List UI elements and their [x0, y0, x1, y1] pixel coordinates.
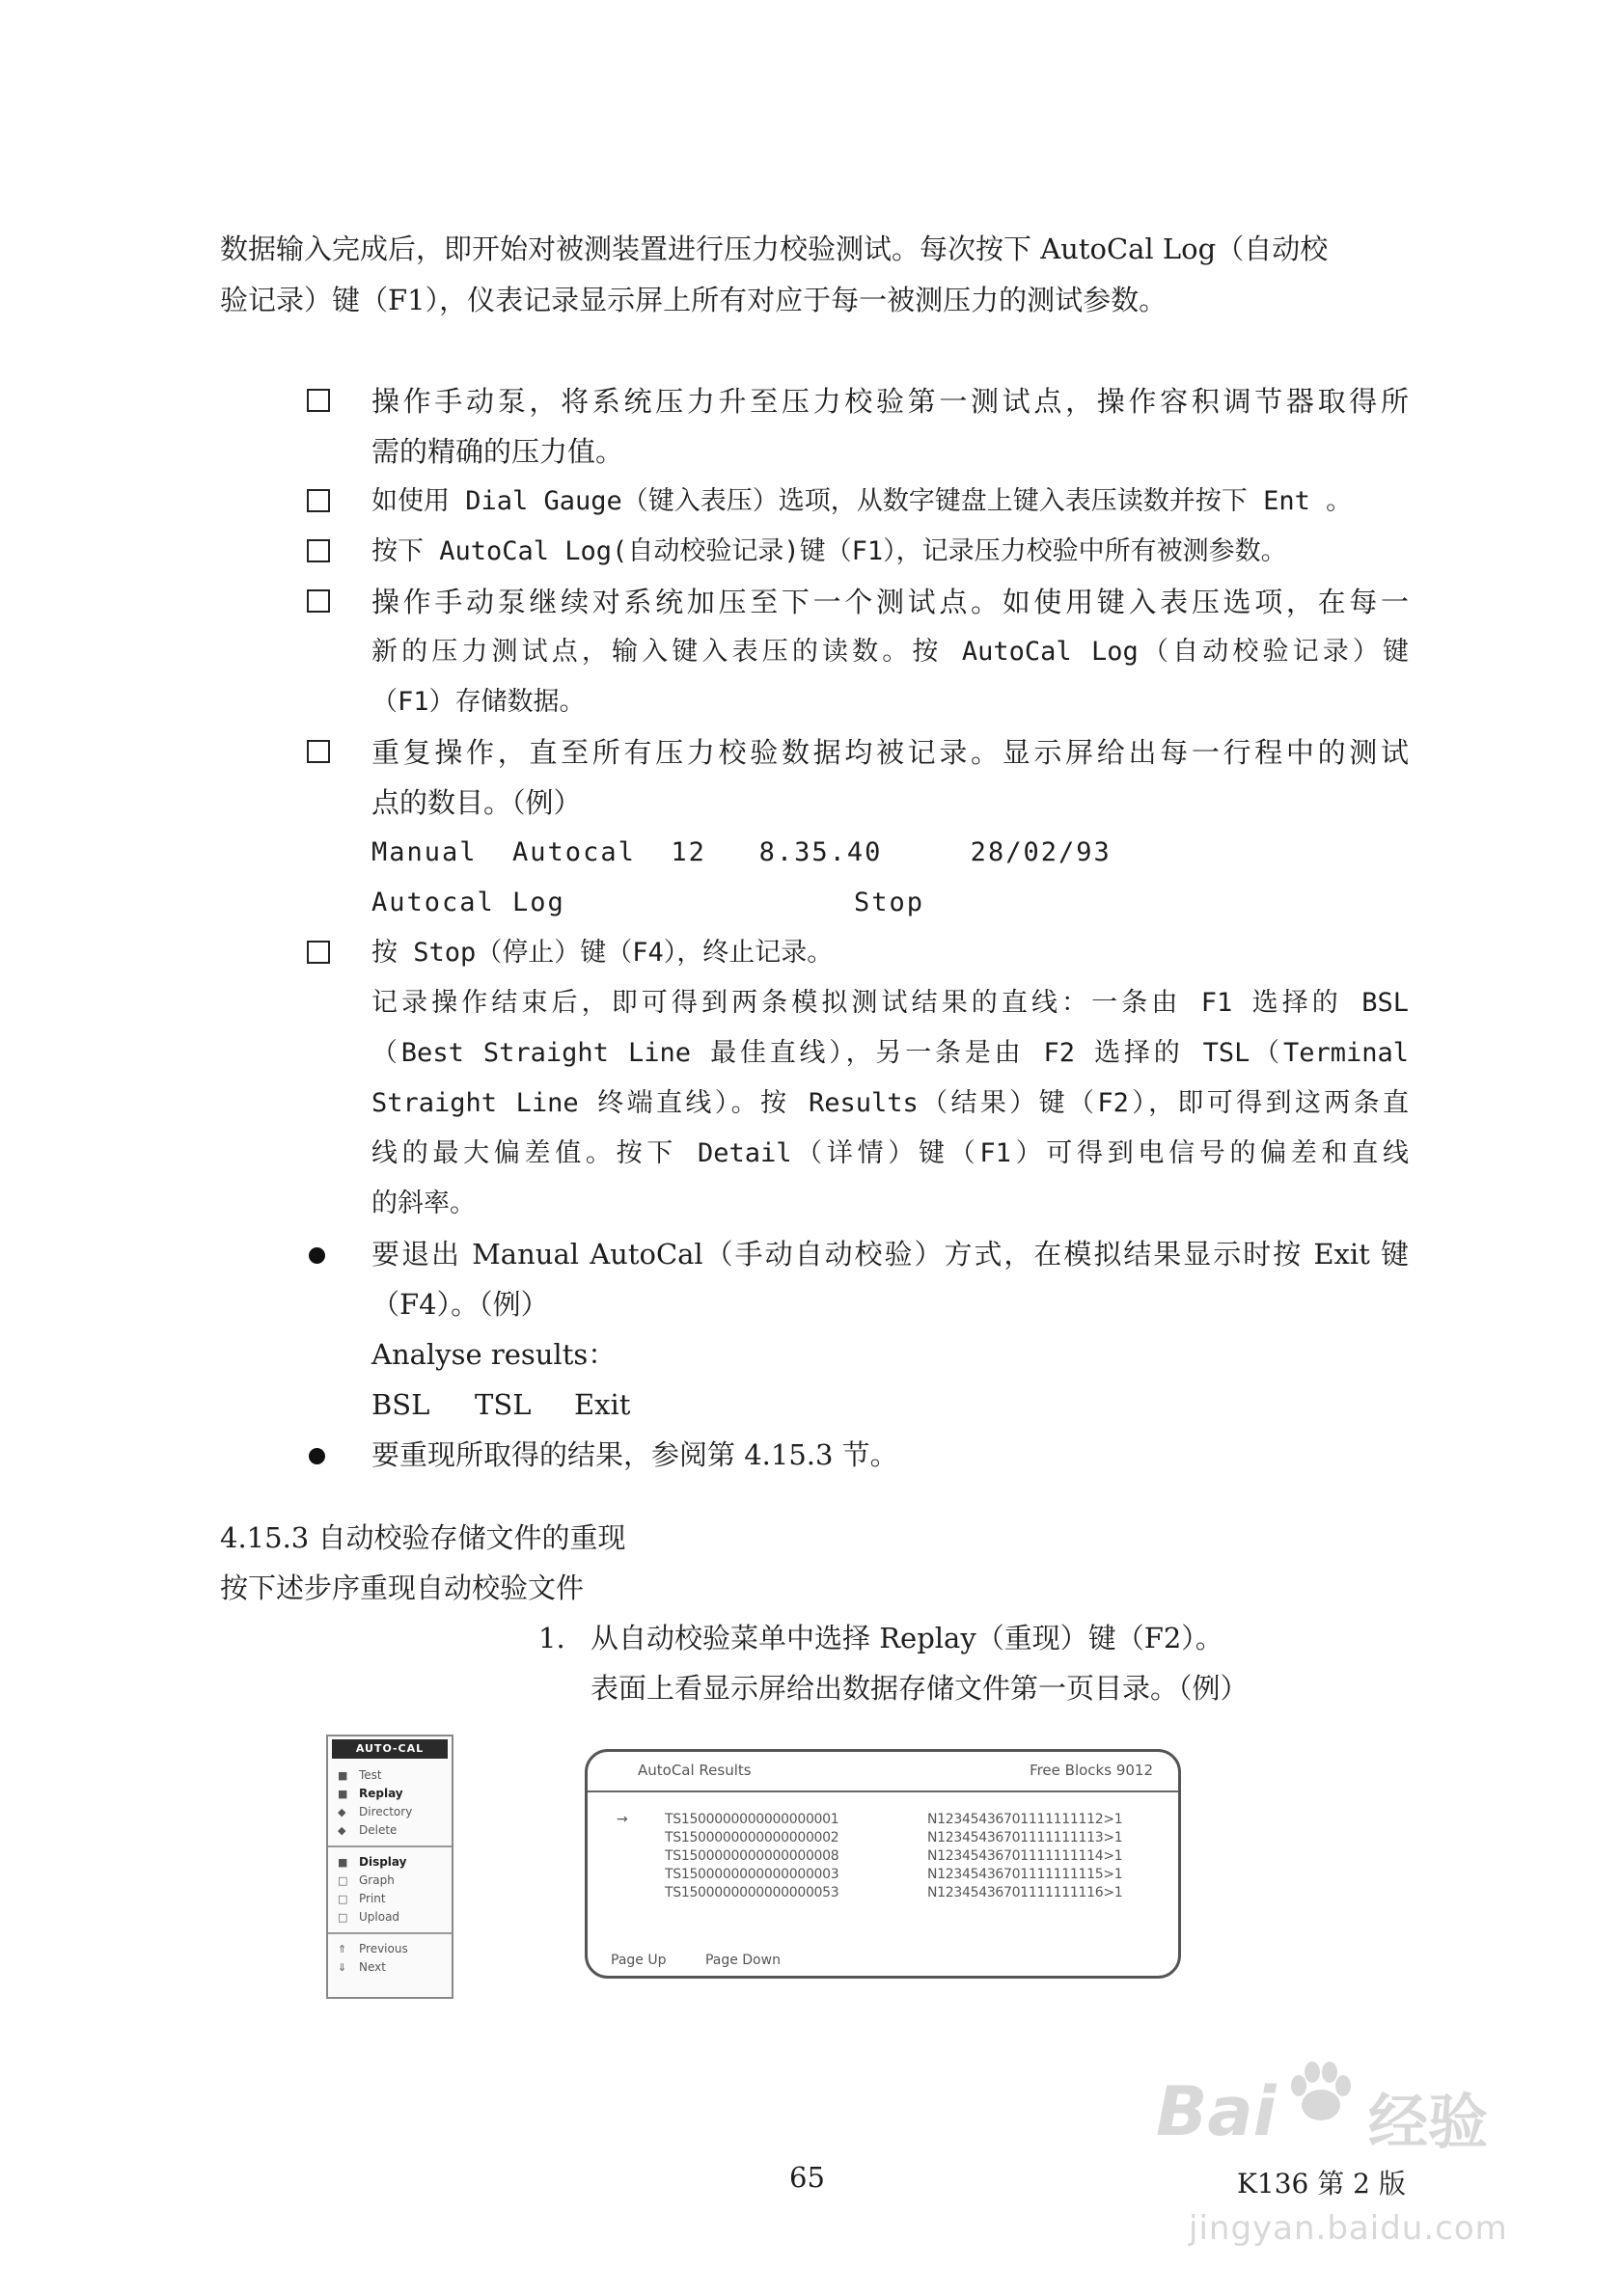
numbered-step-sub: 表面上看显示屏给出数据存储文件第一页目录。（例）	[591, 1672, 1249, 1705]
step-6-detail	[371, 978, 1409, 1229]
menu-divider	[328, 1932, 452, 1934]
edition-label: K136 第 2 版	[1237, 2168, 1406, 2200]
square-bullet-icon: ■	[338, 1769, 348, 1782]
step-6-detail-line-3: Straight Line 终端直线）。按 Results（结果）键（F2），即可得到这两条直	[371, 1088, 1409, 1118]
autocal-results-screen	[585, 1749, 1181, 1979]
menu-item-previous[interactable]: ⇑ Previous	[328, 1940, 452, 1958]
step-5	[371, 727, 1409, 828]
step-6-detail-line-5: 的斜率。	[371, 1189, 476, 1218]
step-4-line-2: 新的压力测试点，输入键入表压的读数。按 AutoCal Log（自动校验记录）键	[371, 637, 1409, 667]
example-1-line-2-right: Stop	[854, 888, 925, 917]
diamond-bullet-icon: ◆	[338, 1824, 346, 1837]
step-2: 如使用 Dial Gauge（键入表压）选项，从数字键盘上键入表压读数并按下 Ent 。	[371, 486, 1353, 516]
diamond-bullet-icon: ◆	[338, 1806, 346, 1818]
example-2-line-1: Analyse results：	[371, 1338, 617, 1371]
step-1	[371, 376, 1409, 477]
step-4	[371, 577, 1409, 727]
step-5-line-1: 重复操作，直至所有压力校验数据均被记录。显示屏给出每一行程中的测试	[371, 736, 1409, 769]
menu-item-display[interactable]: ■ Display	[328, 1853, 452, 1872]
checkbox-icon	[307, 539, 330, 562]
watermark-url: jingyan.baidu.com	[1189, 2209, 1508, 2248]
checkbox-icon	[307, 389, 330, 412]
result-row[interactable]: TS1500000000000000053 N12345436701111111116>1	[665, 1885, 1123, 1900]
example-1-line-1: Manual Autocal 12 8.35.40 28/02/93	[371, 837, 1112, 867]
watermark-brand: Bai	[1156, 2072, 1277, 2151]
menu-item-delete[interactable]: ◆ Delete	[328, 1821, 452, 1840]
intro-paragraph	[220, 224, 1416, 326]
section-heading: 4.15.3 自动校验存储文件的重现	[220, 1521, 626, 1554]
step-1-line-1: 操作手动泵，将系统压力升至压力校验第一测试点，操作容积调节器取得所	[371, 385, 1409, 418]
empty-square-icon: □	[338, 1893, 348, 1905]
results-list	[607, 1812, 1167, 1903]
page-up-softkey[interactable]: Page Up	[611, 1953, 667, 1968]
result-row[interactable]: → TS1500000000000000001 N12345436701111111112>1	[617, 1812, 1123, 1827]
step-1-line-2: 需的精确的压力值。	[371, 435, 624, 468]
checkbox-icon	[307, 489, 330, 512]
autocal-menu-title: AUTO-CAL	[332, 1739, 448, 1759]
numbered-step-number: 1.	[538, 1622, 565, 1654]
bullet-1	[371, 1229, 1409, 1329]
step-6-detail-line-4: 线的最大偏差值。按下 Detail（详情）键（F1）可得到电信号的偏差和直线	[371, 1138, 1409, 1168]
menu-item-print[interactable]: □ Print	[328, 1890, 452, 1908]
intro-line-2: 验记录）键（F1），仪表记录显示屏上所有对应于每一被测压力的测试参数。	[220, 284, 1168, 316]
square-bullet-icon: ■	[338, 1856, 348, 1869]
page-number: 65	[789, 2161, 825, 2194]
example-2-opt-1: BSL	[371, 1388, 430, 1421]
menu-item-replay[interactable]: ■ Replay	[328, 1785, 452, 1803]
free-blocks-label: Free Blocks 9012	[1030, 1762, 1153, 1779]
empty-square-icon: □	[338, 1911, 348, 1924]
bullet-1-line-1: 要退出 Manual AutoCal（手动自动校验）方式，在模拟结果显示时按 Exit 键	[371, 1238, 1409, 1271]
numbered-step-text: 从自动校验菜单中选择 Replay（重现）键（F2）。	[591, 1622, 1223, 1654]
watermark-brand-cn: 经验	[1368, 2087, 1489, 2157]
result-row[interactable]: TS1500000000000000002 N12345436701111111113>1	[665, 1830, 1123, 1845]
menu-item-next[interactable]: ⇓ Next	[328, 1958, 452, 1977]
screen-header	[588, 1752, 1178, 1792]
example-1-line-2-left: Autocal Log	[371, 888, 565, 917]
checkbox-icon	[307, 941, 330, 964]
section-intro: 按下述步序重现自动校验文件	[220, 1572, 585, 1604]
up-arrow-icon: ⇑	[338, 1943, 347, 1955]
menu-item-directory[interactable]: ◆ Directory	[328, 1803, 452, 1821]
bullet-1-line-2: （F4）。（例）	[371, 1288, 549, 1321]
page-down-softkey[interactable]: Page Down	[704, 1953, 781, 1968]
step-6-detail-line-1: 记录操作结束后，即可得到两条模拟测试结果的直线：一条由 F1 选择的 BSL	[371, 988, 1409, 1018]
down-arrow-icon: ⇓	[338, 1961, 347, 1974]
step-4-line-1: 操作手动泵继续对系统加压至下一个测试点。如使用键入表压选项，在每一	[371, 586, 1409, 618]
menu-item-upload[interactable]: □ Upload	[328, 1908, 452, 1927]
step-6-detail-line-2: （Best Straight Line 最佳直线），另一条是由 F2 选择的 TSL（Terminal	[371, 1038, 1409, 1068]
step-4-line-3: （F1）存储数据。	[371, 687, 586, 717]
example-2-opt-2: TSL	[475, 1388, 532, 1421]
intro-line-1: 数据输入完成后，即开始对被测装置进行压力校验测试。每次按下 AutoCal Log（自动校	[220, 232, 1329, 265]
result-row[interactable]: TS1500000000000000008 N12345436701111111114>1	[665, 1848, 1123, 1864]
menu-item-test[interactable]: ■ Test	[328, 1766, 452, 1785]
menu-item-graph[interactable]: □ Graph	[328, 1872, 452, 1890]
paw-icon	[1281, 2053, 1360, 2132]
bullet-2: 要重现所取得的结果，参阅第 4.15.3 节。	[371, 1438, 898, 1471]
bullet-icon	[309, 1247, 325, 1264]
example-2-opt-3: Exit	[574, 1388, 631, 1421]
result-row[interactable]: TS1500000000000000003 N12345436701111111115>1	[665, 1867, 1123, 1882]
checkbox-icon	[307, 589, 330, 613]
selection-arrow-icon: →	[617, 1812, 628, 1827]
step-3: 按下 AutoCal Log(自动校验记录)键（F1），记录压力校验中所有被测参数。	[371, 536, 1287, 566]
menu-divider	[328, 1845, 452, 1847]
square-bullet-icon: ■	[338, 1788, 348, 1800]
screen-title: AutoCal Results	[638, 1762, 752, 1779]
step-5-line-2: 点的数目。（例）	[371, 786, 582, 819]
checkbox-icon	[307, 740, 330, 763]
autocal-menu-panel	[326, 1735, 453, 1999]
screen-footer	[611, 1953, 815, 1968]
empty-square-icon: □	[338, 1874, 348, 1887]
bullet-icon	[309, 1448, 325, 1464]
step-6: 按 Stop（停止）键（F4），终止记录。	[371, 938, 834, 968]
